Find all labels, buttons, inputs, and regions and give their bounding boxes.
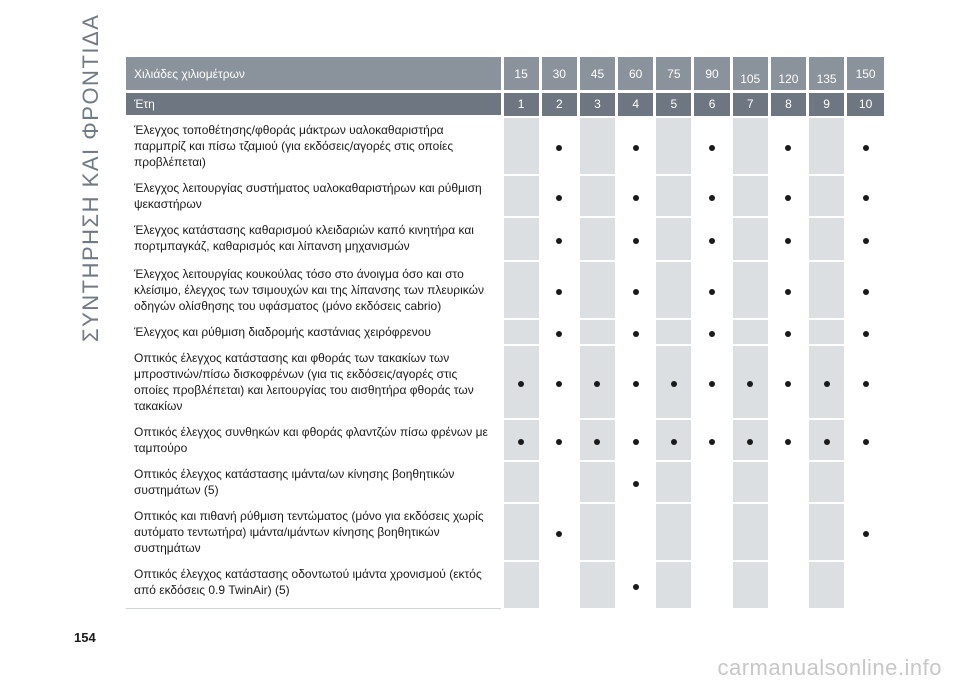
schedule-cell: [846, 319, 884, 345]
schedule-cell: [655, 561, 693, 608]
schedule-cell: [655, 461, 693, 503]
schedule-cell: [808, 503, 846, 561]
schedule-cell: [540, 461, 578, 503]
schedule-cell: [769, 419, 807, 461]
schedule-cell: [655, 175, 693, 217]
schedule-cell: [617, 461, 655, 503]
scheduled-dot-icon: [863, 195, 869, 201]
schedule-cell: [540, 345, 578, 419]
year-header-row: [126, 92, 884, 117]
schedule-cell: [846, 503, 884, 561]
year-header-cell: 9: [808, 92, 846, 117]
schedule-cell: [731, 503, 769, 561]
scheduled-dot-icon: [556, 289, 562, 295]
schedule-cell: [578, 319, 616, 345]
schedule-cell: [846, 419, 884, 461]
schedule-cell: [731, 261, 769, 319]
schedule-cell: [578, 503, 616, 561]
scheduled-dot-icon: [785, 145, 791, 151]
schedule-cell: [769, 175, 807, 217]
year-header-cell: 1: [502, 92, 540, 117]
schedule-cell: [808, 345, 846, 419]
schedule-cell: [769, 319, 807, 345]
km-header-value: 105: [740, 71, 761, 86]
scheduled-dot-icon: [671, 381, 677, 387]
schedule-cell: [769, 345, 807, 419]
schedule-cell: [540, 503, 578, 561]
schedule-cell: [731, 561, 769, 608]
table-row: [126, 419, 884, 461]
schedule-cell: [502, 117, 540, 176]
scheduled-dot-icon: [518, 439, 524, 445]
km-header-cell: [769, 57, 807, 92]
schedule-cell: [578, 461, 616, 503]
scheduled-dot-icon: [633, 289, 639, 295]
schedule-cell: [769, 561, 807, 608]
schedule-cell: [693, 561, 731, 608]
schedule-cell: [540, 419, 578, 461]
schedule-cell: [808, 461, 846, 503]
scheduled-dot-icon: [747, 439, 753, 445]
table-row: [126, 503, 884, 561]
km-header-value: 90: [705, 66, 719, 81]
schedule-cell: [655, 503, 693, 561]
schedule-cell: [731, 345, 769, 419]
schedule-cell: [578, 419, 616, 461]
scheduled-dot-icon: [863, 238, 869, 244]
scheduled-dot-icon: [594, 439, 600, 445]
scheduled-dot-icon: [785, 195, 791, 201]
schedule-cell: [693, 419, 731, 461]
schedule-cell: [808, 419, 846, 461]
scheduled-dot-icon: [709, 381, 715, 387]
operation-description: Έλεγχος κατάστασης καθαρισμού κλειδαριών καπό κινητήρα και πορτμπαγκάζ, καθαρισμός και λίπανση μηχανισμών: [126, 217, 502, 261]
schedule-cell: [846, 345, 884, 419]
schedule-cell: [693, 461, 731, 503]
operation-description: Έλεγχος και ρύθμιση διαδρομής καστάνιας χειρόφρενου: [126, 319, 502, 345]
schedule-cell: [502, 319, 540, 345]
schedule-cell: [769, 261, 807, 319]
year-header-cell: 4: [617, 92, 655, 117]
scheduled-dot-icon: [633, 584, 639, 590]
watermark: carmanualsonline.info: [717, 655, 942, 680]
scheduled-dot-icon: [633, 381, 639, 387]
schedule-cell: [731, 419, 769, 461]
km-header-cell: [693, 57, 731, 92]
schedule-body: [126, 117, 884, 609]
table-row: [126, 261, 884, 319]
schedule-cell: [617, 503, 655, 561]
scheduled-dot-icon: [633, 238, 639, 244]
scheduled-dot-icon: [824, 381, 830, 387]
km-header-cell: [502, 57, 540, 92]
scheduled-dot-icon: [709, 439, 715, 445]
operation-description: Έλεγχος λειτουργίας συστήματος υαλοκαθαριστήρων και ρύθμιση ψεκαστήρων: [126, 175, 502, 217]
schedule-cell: [540, 217, 578, 261]
scheduled-dot-icon: [556, 195, 562, 201]
schedule-cell: [731, 461, 769, 503]
schedule-cell: [617, 217, 655, 261]
km-header-cell: [617, 57, 655, 92]
scheduled-dot-icon: [863, 531, 869, 537]
schedule-cell: [617, 319, 655, 345]
schedule-cell: [808, 175, 846, 217]
schedule-cell: [769, 503, 807, 561]
scheduled-dot-icon: [556, 381, 562, 387]
schedule-cell: [731, 175, 769, 217]
schedule-cell: [846, 117, 884, 176]
km-header-cell: [655, 57, 693, 92]
section-side-title-text: ΣΥΝΤΗΡΗΣΗ ΚΑΙ ΦΡΟΝΤΙΔΑ: [78, 13, 103, 342]
schedule-cell: [655, 117, 693, 176]
schedule-cell: [769, 117, 807, 176]
schedule-cell: [693, 175, 731, 217]
schedule-cell: [578, 345, 616, 419]
schedule-cell: [731, 117, 769, 176]
schedule-cell: [540, 261, 578, 319]
schedule-cell: [540, 117, 578, 176]
scheduled-dot-icon: [863, 381, 869, 387]
schedule-cell: [617, 561, 655, 608]
schedule-cell: [617, 261, 655, 319]
km-header-value: 45: [590, 66, 605, 81]
schedule-cell: [502, 461, 540, 503]
scheduled-dot-icon: [824, 439, 830, 445]
scheduled-dot-icon: [633, 331, 639, 337]
scheduled-dot-icon: [556, 531, 562, 537]
km-header-label: Χιλιάδες χιλιομέτρων: [126, 57, 502, 92]
schedule-cell: [731, 319, 769, 345]
schedule-cell: [540, 175, 578, 217]
scheduled-dot-icon: [785, 238, 791, 244]
scheduled-dot-icon: [556, 331, 562, 337]
year-header-cell: 10: [846, 92, 884, 117]
schedule-cell: [655, 319, 693, 345]
scheduled-dot-icon: [556, 439, 562, 445]
scheduled-dot-icon: [863, 439, 869, 445]
scheduled-dot-icon: [709, 195, 715, 201]
maintenance-schedule-table: [126, 57, 884, 609]
year-header-label: Έτη: [126, 92, 502, 117]
year-header-cell: 2: [540, 92, 578, 117]
km-header-value: 135: [816, 71, 837, 86]
scheduled-dot-icon: [633, 481, 639, 487]
km-header-value: 150: [855, 66, 876, 81]
schedule-cell: [846, 217, 884, 261]
km-header-value: 75: [667, 66, 681, 81]
schedule-cell: [693, 503, 731, 561]
schedule-cell: [808, 561, 846, 608]
km-header-cell: [540, 57, 578, 92]
section-side-title: [70, 13, 110, 352]
scheduled-dot-icon: [785, 289, 791, 295]
schedule-cell: [693, 217, 731, 261]
operation-description: Οπτικός έλεγχος κατάστασης ιμάντα/ων κίνησης βοηθητικών συστημάτων (5): [126, 461, 502, 503]
table-row: [126, 217, 884, 261]
scheduled-dot-icon: [633, 145, 639, 151]
schedule-cell: [578, 561, 616, 608]
schedule-cell: [502, 261, 540, 319]
schedule-cell: [731, 217, 769, 261]
schedule-cell: [808, 261, 846, 319]
schedule-cell: [540, 561, 578, 608]
schedule-cell: [617, 419, 655, 461]
schedule-cell: [617, 175, 655, 217]
year-header-cell: 7: [731, 92, 769, 117]
year-header-cell: 3: [578, 92, 616, 117]
schedule-cell: [578, 175, 616, 217]
schedule-cell: [502, 561, 540, 608]
table-row: [126, 319, 884, 345]
scheduled-dot-icon: [785, 439, 791, 445]
table-row: [126, 175, 884, 217]
schedule-cell: [502, 217, 540, 261]
km-header-value: 60: [628, 66, 643, 81]
schedule-cell: [578, 117, 616, 176]
km-header-value: 30: [552, 66, 566, 81]
scheduled-dot-icon: [863, 289, 869, 295]
operation-description: Έλεγχος τοποθέτησης/φθοράς μάκτρων υαλοκαθαριστήρα παρμπρίζ και πίσω τζαμιού (για εκδόσεις/αγορές στις οποίες προβλέπεται): [126, 117, 502, 176]
year-header-cell: 5: [655, 92, 693, 117]
schedule-cell: [617, 117, 655, 176]
km-header-value: 15: [514, 66, 528, 81]
scheduled-dot-icon: [709, 238, 715, 244]
year-header-cell: 6: [693, 92, 731, 117]
schedule-cell: [808, 217, 846, 261]
schedule-cell: [655, 261, 693, 319]
schedule-cell: [808, 117, 846, 176]
operation-description: Οπτικός έλεγχος συνθηκών και φθοράς φλαντζών πίσω φρένων με ταμπούρο: [126, 419, 502, 461]
schedule-cell: [769, 461, 807, 503]
km-header-value: 120: [778, 71, 799, 86]
scheduled-dot-icon: [671, 439, 677, 445]
operation-description: Οπτικός έλεγχος κατάστασης και φθοράς των τακακίων των μπροστινών/πίσω δισκοφρένων (για τις εκδόσεις/αγορές στις οποίες προβλέπεται) και λειτουργίας του αισθητήρα φθοράς των τακακίων: [126, 345, 502, 419]
table-row: [126, 345, 884, 419]
schedule-cell: [617, 345, 655, 419]
table-row: [126, 461, 884, 503]
scheduled-dot-icon: [594, 381, 600, 387]
year-header-cell: 8: [769, 92, 807, 117]
schedule-cell: [655, 217, 693, 261]
schedule-cell: [693, 319, 731, 345]
scheduled-dot-icon: [863, 145, 869, 151]
schedule-cell: [502, 175, 540, 217]
scheduled-dot-icon: [556, 238, 562, 244]
schedule-cell: [846, 561, 884, 608]
scheduled-dot-icon: [709, 331, 715, 337]
km-header-cell: [731, 57, 769, 92]
schedule-cell: [769, 217, 807, 261]
schedule-cell: [540, 319, 578, 345]
schedule-cell: [693, 261, 731, 319]
km-header-row: [126, 57, 884, 92]
operation-description: Οπτικός και πιθανή ρύθμιση τεντώματος (μόνο για εκδόσεις χωρίς αυτόματο τεντωτήρα) ιμάντα/ιμάντων κίνησης βοηθητικών συστημάτων: [126, 503, 502, 561]
page-number: 154: [74, 630, 96, 645]
schedule-cell: [846, 175, 884, 217]
scheduled-dot-icon: [785, 331, 791, 337]
schedule-cell: [693, 345, 731, 419]
km-header-cell: [808, 57, 846, 92]
scheduled-dot-icon: [633, 439, 639, 445]
scheduled-dot-icon: [633, 195, 639, 201]
schedule-cell: [846, 461, 884, 503]
scheduled-dot-icon: [863, 331, 869, 337]
schedule-cell: [578, 261, 616, 319]
schedule-cell: [502, 419, 540, 461]
operation-description: Έλεγχος λειτουργίας κουκούλας τόσο στο άνοιγμα όσο και στο κλείσιμο, έλεγχος των τσιμουχών και της λίπανσης των πλευρικών οδηγών ολίσθησης του υφάσματος (μόνο εκδόσεις cabrio): [126, 261, 502, 319]
km-header-cell: [846, 57, 884, 92]
schedule-cell: [655, 419, 693, 461]
schedule-cell: [808, 319, 846, 345]
km-header-cell: [578, 57, 616, 92]
table-row: [126, 117, 884, 176]
schedule-cell: [693, 117, 731, 176]
operation-description: Οπτικός έλεγχος κατάστασης οδοντωτού ιμάντα χρονισμού (εκτός από εκδόσεις 0.9 TwinAir) (5): [126, 561, 502, 608]
schedule-cell: [578, 217, 616, 261]
scheduled-dot-icon: [747, 381, 753, 387]
schedule-cell: [846, 261, 884, 319]
scheduled-dot-icon: [709, 289, 715, 295]
schedule-cell: [655, 345, 693, 419]
scheduled-dot-icon: [556, 145, 562, 151]
scheduled-dot-icon: [709, 145, 715, 151]
scheduled-dot-icon: [785, 381, 791, 387]
schedule-cell: [502, 503, 540, 561]
schedule-cell: [502, 345, 540, 419]
scheduled-dot-icon: [518, 381, 524, 387]
table-row: [126, 561, 884, 608]
